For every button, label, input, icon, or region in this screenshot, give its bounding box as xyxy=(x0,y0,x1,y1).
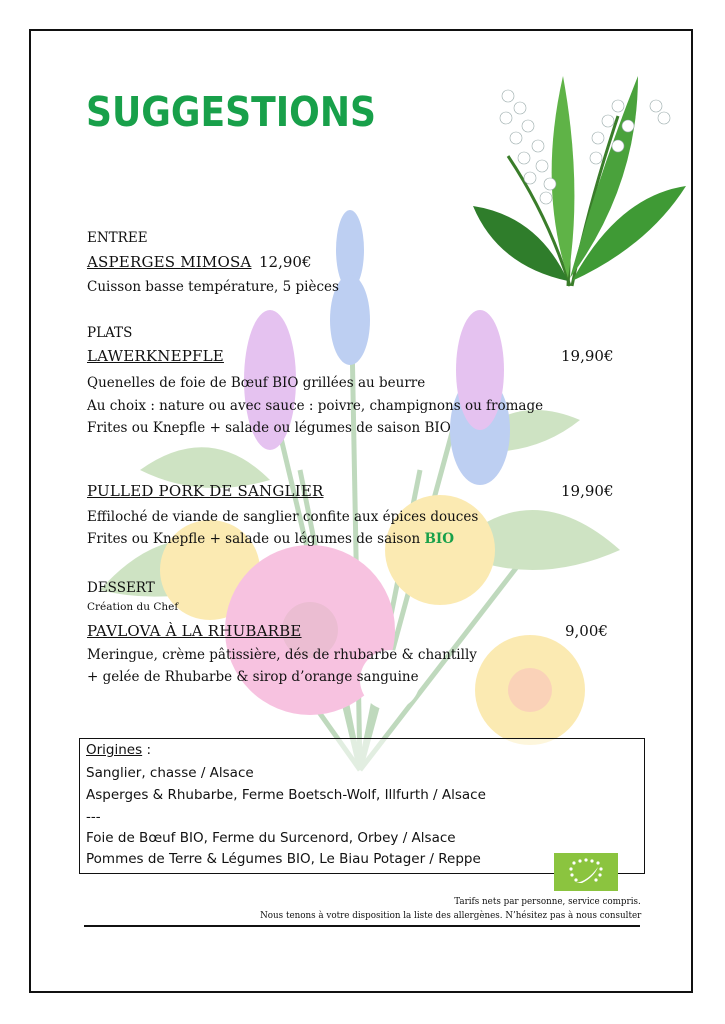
entree-price: 12,90€ xyxy=(259,253,312,271)
lily-of-the-valley-image xyxy=(468,66,692,292)
origins-separator: --- xyxy=(86,809,101,825)
pavlova-line-2: + gelée de Rhubarbe & sirop d’orange sanguine xyxy=(87,669,419,685)
entree-dish-name: ASPERGES MIMOSA xyxy=(87,253,252,271)
lawerknepfle-line-2: Au choix : nature ou avec sauce : poivre, champignons ou fromage xyxy=(87,398,544,414)
pavlova-price: 9,00€ xyxy=(565,622,608,640)
pavlova-line-1: Meringue, crème pâtissière, dés de rhubarbe & chantilly xyxy=(87,647,477,663)
origins-box xyxy=(79,738,645,874)
lawerknepfle-line-3: Frites ou Knepfle + salade ou légumes de saison BIO xyxy=(87,420,451,436)
eu-organic-logo-icon xyxy=(554,853,618,891)
origins-heading: Origines xyxy=(86,742,143,758)
bio-label: BIO xyxy=(424,531,454,547)
pavlova-name: PAVLOVA À LA RHUBARBE xyxy=(87,622,302,640)
origins-heading-line xyxy=(86,742,151,758)
dessert-subheading: Création du Chef xyxy=(87,601,179,613)
lawerknepfle-name: LAWERKNEPFLE xyxy=(87,347,224,365)
origins-line: Foie de Bœuf BIO, Ferme du Surcenord, Orbey / Alsace xyxy=(86,830,456,846)
footer-divider xyxy=(84,925,640,927)
pulled-pork-line-1: Effiloché de viande de sanglier confite aux épices douces xyxy=(87,509,479,525)
origins-line: Asperges & Rhubarbe, Ferme Boetsch-Wolf, Illfurth / Alsace xyxy=(86,787,486,803)
page-title: SUGGESTIONS xyxy=(86,88,377,136)
lawerknepfle-line-1: Quenelles de foie de Bœuf BIO grillées au beurre xyxy=(87,375,426,391)
dessert-heading: DESSERT xyxy=(87,580,155,596)
entree-description: Cuisson basse température, 5 pièces xyxy=(87,279,339,295)
footer-pricing-note: Tarifs nets par personne, service compris. xyxy=(454,896,641,907)
footer-allergens-note: Nous tenons à votre disposition la liste des allergènes. N’hésitez pas à nous consulter xyxy=(259,910,641,921)
origins-line: Sanglier, chasse / Alsace xyxy=(86,765,254,781)
origins-heading-suffix: : xyxy=(142,742,151,758)
entree-heading: ENTREE xyxy=(87,230,148,246)
pulled-pork-name: PULLED PORK DE SANGLIER xyxy=(87,482,324,500)
pulled-pork-line-2-text: Frites ou Knepfle + salade ou légumes de saison xyxy=(87,531,421,547)
lawerknepfle-price: 19,90€ xyxy=(561,347,614,365)
plats-heading: PLATS xyxy=(87,325,133,341)
pulled-pork-line-2 xyxy=(87,530,454,548)
origins-line: Pommes de Terre & Légumes BIO, Le Biau Potager / Reppe xyxy=(86,851,481,867)
pulled-pork-price: 19,90€ xyxy=(561,482,614,500)
